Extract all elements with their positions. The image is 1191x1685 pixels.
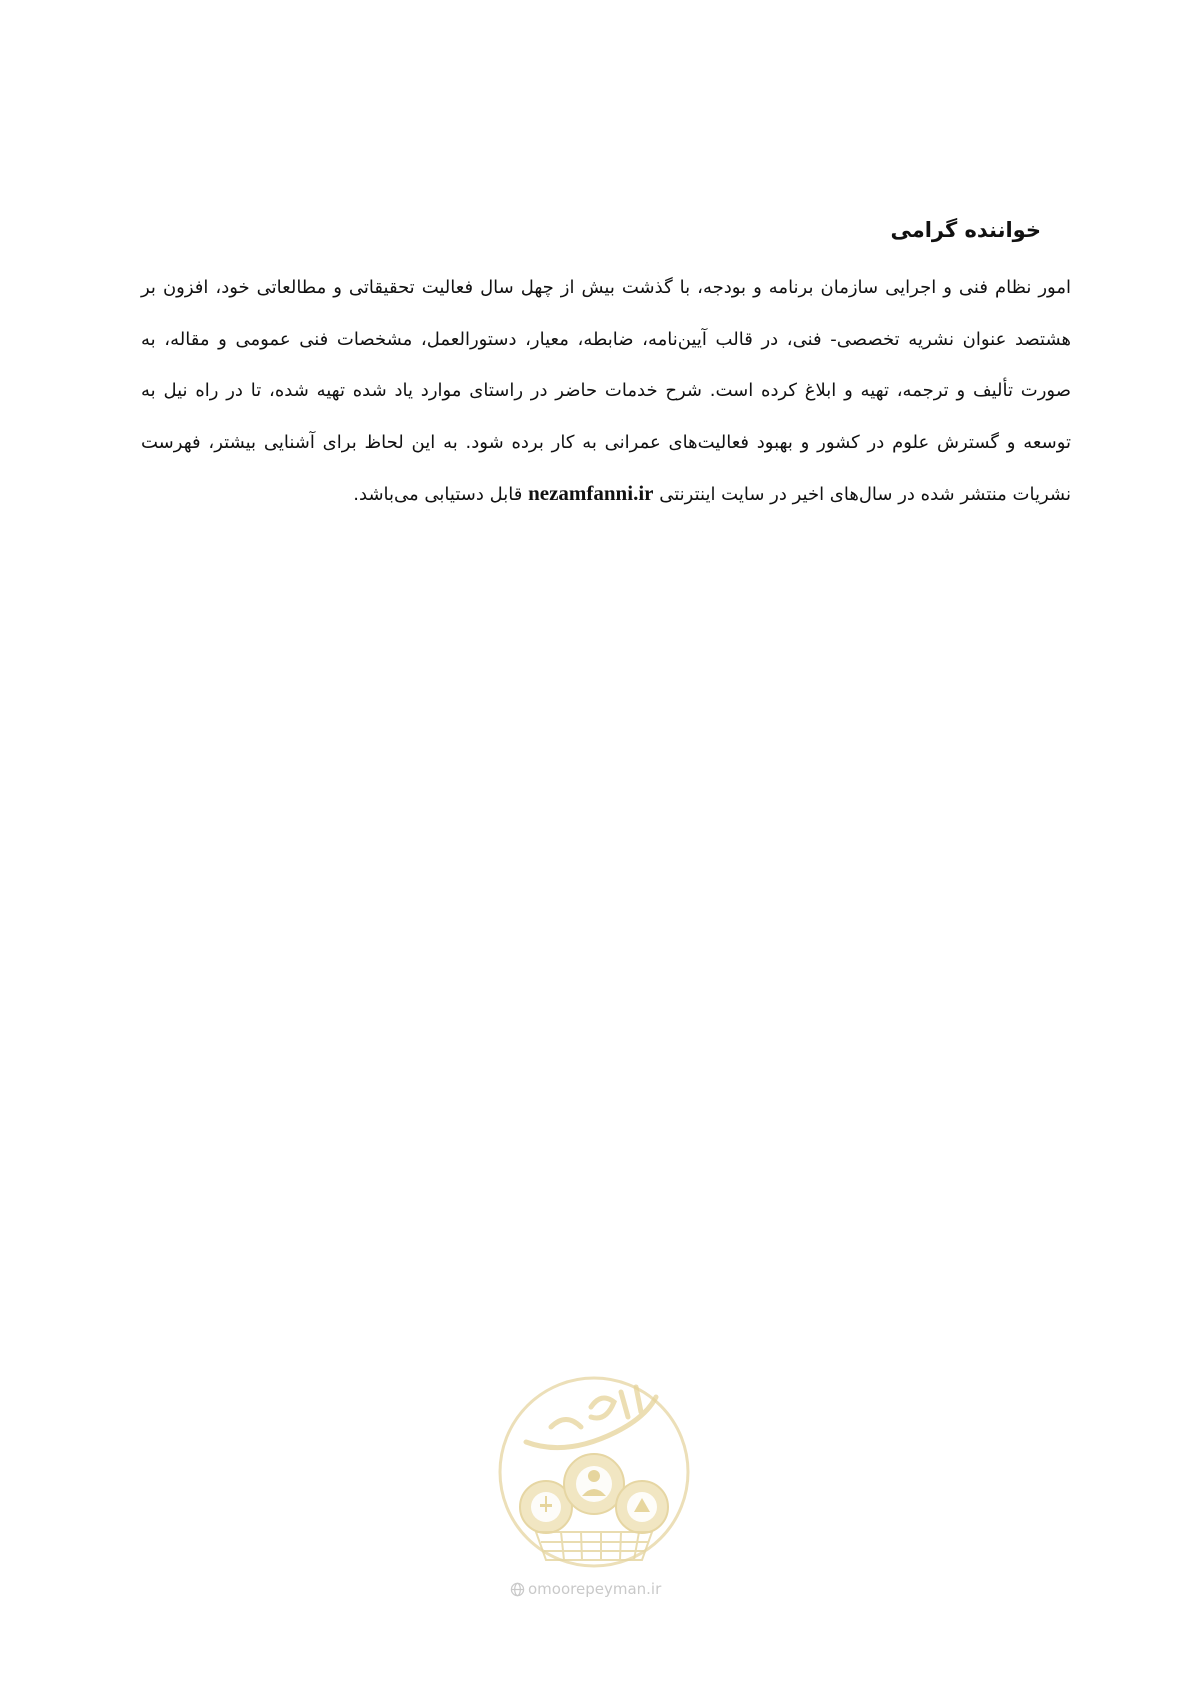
watermark-url-text: omoorepeyman.ir [528,1580,662,1598]
website-link[interactable]: nezamfanni.ir [528,481,654,505]
watermark-url [510,1580,690,1598]
intro-paragraph [141,262,1071,521]
closing-text: قابل دستیابی می‌باشد. [353,484,523,505]
page-title: خواننده گرامی [890,218,1041,242]
globe-icon [510,1582,525,1597]
letter-body [141,210,1071,521]
watermark-logo [496,1372,692,1572]
paragraph-text: امور نظام فنی و اجرایی سازمان برنامه و بودجه، با گذشت بیش از چهل سال فعالیت تحقیقاتی و مطالعاتی خود، افزون بر هشتصد عنوان نشریه تخصصی- فنی، در قالب آیین‌نامه، ضابطه، معیار، دستورالعمل، مشخصات فنی عمومی و مقاله، به صورت تألیف و ترجمه، تهیه و ابلاغ کرده است. شرح خدمات حاضر در راستای موارد یاد شده تهیه شده، تا در راه نیل به توسعه و گسترش علوم در کشور و بهبود فعالیت‌های عمرانی به کار برده شود. به این لحاظ برای آشنایی بیشتر، فهرست نشریات منتشر شده در سال‌های اخیر در سایت اینترنتی [141,277,1071,505]
